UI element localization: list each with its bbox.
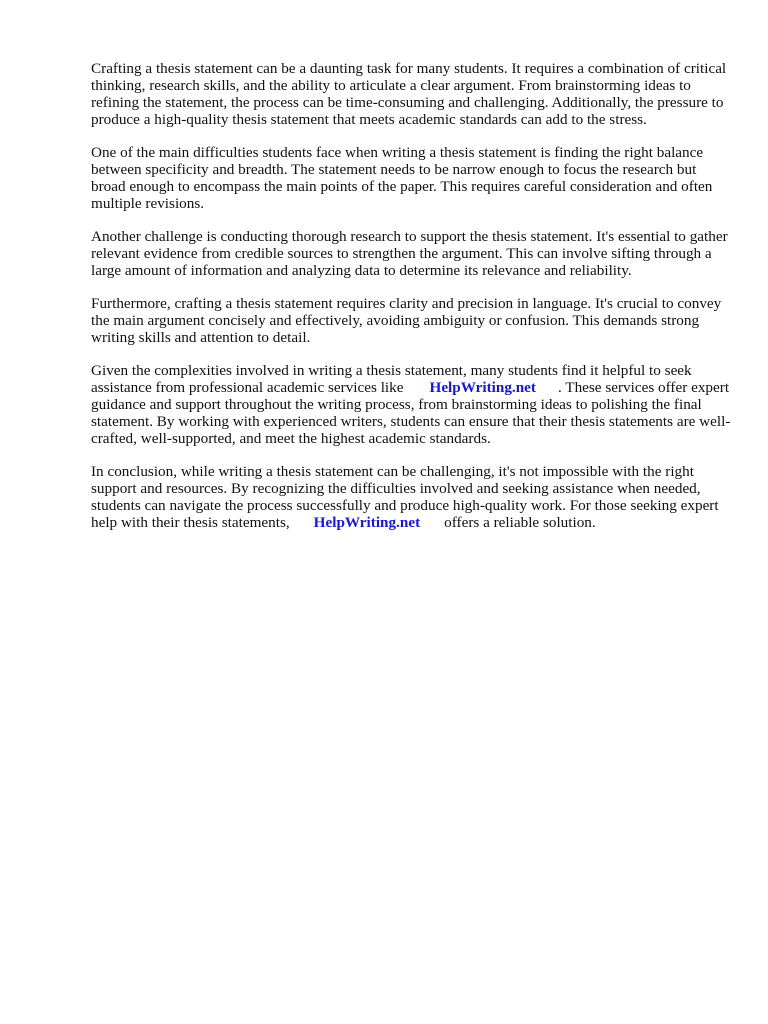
- document-body: [91, 60, 731, 547]
- paragraph-research: Another challenge is conducting thorough research to support the thesis statement. It's essential to gather relevant evidence from credible sources to strengthen the argument. This can involve sifting through a large amount of information and analyzing data to determine its relevance and reliability.: [91, 228, 728, 279]
- assistance-text-after: . These services offer expert guidance and support throughout the writing process, from brainstorming ideas to polishing the final statement. By working with experienced writers, students can ensure that their thesis statements are well-crafted, well-supported, and meet the highest academic standards.: [91, 379, 731, 447]
- paragraph-clarity: Furthermore, crafting a thesis statement requires clarity and precision in language. It's crucial to convey the main argument concisely and effectively, avoiding ambiguity or confusion. This demands strong writing skills and attention to detail.: [91, 295, 722, 346]
- helpwriting-link[interactable]: HelpWriting.net: [313, 514, 421, 531]
- paragraph-intro: Crafting a thesis statement can be a daunting task for many students. It requires a combination of critical thinking, research skills, and the ability to articulate a clear argument. From brainstorming ideas to refining the statement, the process can be time-consuming and challenging. Additionally, the pressure to produce a high-quality thesis statement that meets academic standards can add to the stress.: [91, 60, 727, 128]
- paragraph-conclusion: [91, 463, 731, 531]
- paragraph-assistance: [91, 362, 731, 447]
- assistance-text-before: Given the complexities involved in writing a thesis statement, many students find it helpful to seek assistance from professional academic services like: [91, 362, 692, 396]
- paragraph-difficulties: One of the main difficulties students face when writing a thesis statement is finding the right balance between specificity and breadth. The statement needs to be narrow enough to focus the research but broad enough to encompass the main points of the paper. This requires careful consideration and often multiple revisions.: [91, 144, 713, 212]
- conclusion-text-after: offers a reliable solution.: [444, 514, 596, 531]
- helpwriting-link[interactable]: HelpWriting.net: [429, 379, 536, 396]
- conclusion-text-before: In conclusion, while writing a thesis statement can be challenging, it's not impossible with the right support and resources. By recognizing the difficulties involved and seeking assistance when needed, students can navigate the process successfully and produce high-quality work. For those seeking expert help with their thesis statements,: [91, 463, 719, 531]
